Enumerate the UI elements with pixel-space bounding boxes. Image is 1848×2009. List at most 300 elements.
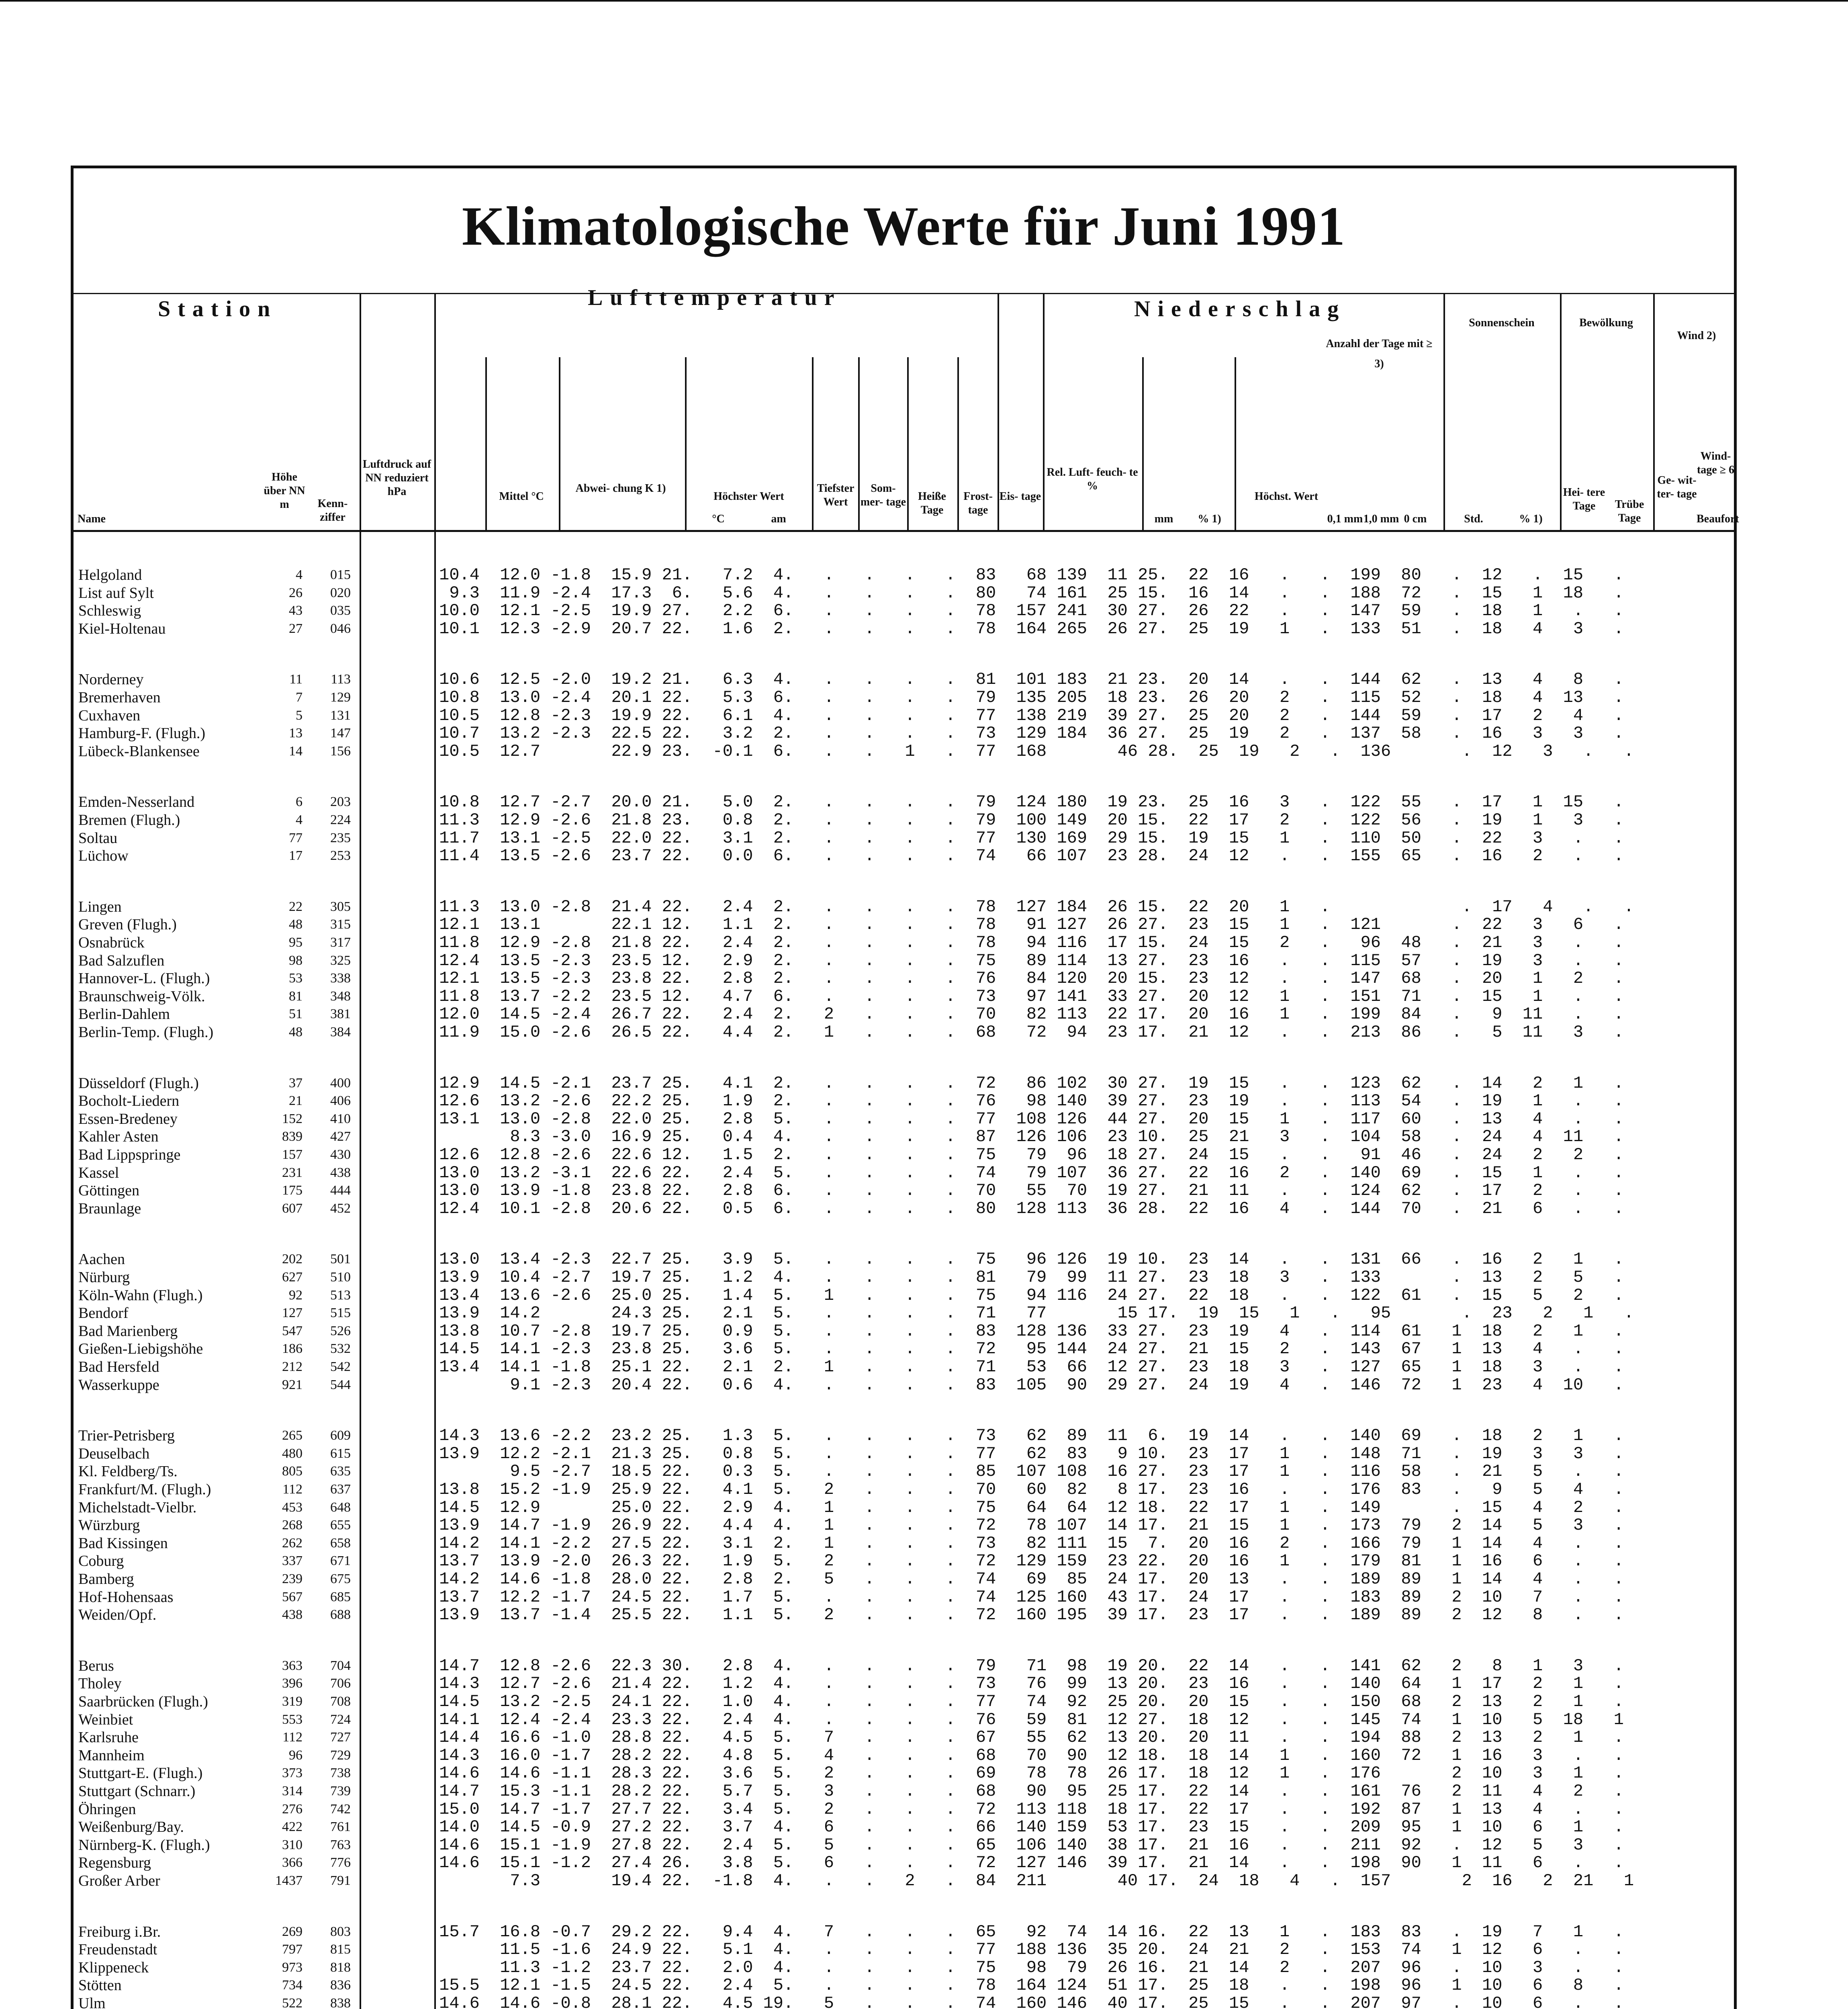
station-altitude: 17: [289, 848, 303, 863]
header-frosttage: Frost- tage: [963, 490, 993, 516]
station-code: 526: [330, 1323, 351, 1338]
station-name: List auf Sylt: [78, 584, 154, 601]
sep-niederschlag-mm: [1142, 357, 1144, 530]
station-code: 675: [330, 1571, 351, 1586]
station-code: 015: [330, 567, 351, 582]
station-values: 14.1 12.4 -2.4 23.3 22. 2.4 4. . . . . 76 59 81 12 27. 18 12 . . 145 74 1 10 5 18 1: [439, 1710, 1624, 1729]
station-altitude: 269: [282, 1924, 303, 1939]
station-name: Tholey: [78, 1675, 122, 1692]
station-altitude: 366: [282, 1855, 303, 1870]
header-hoechstwert: Höchst. Wert: [1254, 490, 1319, 503]
table-row: [74, 1836, 1734, 1854]
table-row: [74, 566, 1734, 584]
sep-sonne-end: [1560, 293, 1562, 530]
station-altitude: 797: [282, 1942, 303, 1957]
station-code: 315: [330, 917, 351, 932]
station-code: 430: [330, 1147, 351, 1162]
table-row: [74, 1481, 1734, 1498]
station-altitude: 5: [296, 708, 303, 723]
table-row: [74, 1995, 1734, 2009]
station-code: 501: [330, 1252, 351, 1267]
station-name: Wasserkuppe: [78, 1376, 159, 1393]
station-name: Lingen: [78, 898, 122, 915]
station-values: 13.9 13.7 -1.4 25.5 22. 1.1 5. 2 . . . 72 160 195 39 17. 23 17 . . 189 89 2 12 8 . .: [439, 1605, 1624, 1625]
station-values: 7.3 19.4 22. -1.8 4. . . 2 . 84 211 40 17. 24 18 4 . 157 2 16 2 21 1: [439, 1871, 1634, 1890]
station-values: 12.6 13.2 -2.6 22.2 25. 1.9 2. . . . . 76 98 140 39 27. 23 19 . . 113 54 . 19 1 . .: [439, 1091, 1624, 1111]
station-altitude: 13: [289, 726, 303, 741]
station-code: 532: [330, 1341, 351, 1356]
station-altitude: 11: [289, 672, 303, 687]
table-row: [74, 1606, 1734, 1624]
station-code: 818: [330, 1960, 351, 1975]
station-code: 156: [330, 743, 351, 759]
station-code: 708: [330, 1694, 351, 1709]
station-name: Öhringen: [78, 1800, 136, 1818]
station-name: Göttingen: [78, 1182, 139, 1199]
table-row: [74, 811, 1734, 829]
station-code: 513: [330, 1287, 351, 1303]
station-values: 15.7 16.8 -0.7 29.2 22. 9.4 4. 7 . . . 65 92 74 14 16. 22 13 1 . 183 83 . 19 7 1 .: [439, 1922, 1624, 1941]
station-values: 10.4 12.0 -1.8 15.9 21. 7.2 4. . . . . 83 68 139 11 25. 22 16 . . 199 80 . 12 . 15 .: [439, 565, 1624, 585]
station-values: 10.6 12.5 -2.0 19.2 21. 6.3 4. . . . . 81 101 183 21 23. 20 14 . . 144 62 . 13 4 8 .: [439, 670, 1624, 689]
station-code: 739: [330, 1784, 351, 1798]
station-values: 13.0 13.4 -2.3 22.7 25. 3.9 5. . . . . 75 96 126 19 10. 23 14 . . 131 66 . 16 2 1 .: [439, 1250, 1624, 1269]
table-row: [74, 1146, 1734, 1164]
table-row: [74, 1005, 1734, 1023]
station-altitude: 157: [282, 1147, 303, 1162]
table-row: [74, 1711, 1734, 1729]
station-name: Weinbiet: [78, 1711, 133, 1728]
table-row: [74, 1074, 1734, 1092]
station-code: 542: [330, 1359, 351, 1374]
station-values: 13.4 13.6 -2.6 25.0 25. 1.4 5. 1 . . . 75 94 116 24 27. 22 18 . . 122 61 . 15 5 2 .: [439, 1285, 1624, 1305]
station-name: Kiel-Holtenau: [78, 620, 166, 637]
station-name: Nürburg: [78, 1269, 130, 1286]
station-name: Deuselbach: [78, 1445, 150, 1462]
station-code: 836: [330, 1978, 351, 1993]
station-name: Saarbrücken (Flugh.): [78, 1693, 208, 1710]
table-row: [74, 1818, 1734, 1836]
table-row: [74, 1164, 1734, 1182]
station-name: Kassel: [78, 1164, 119, 1181]
header-mm: mm: [1154, 513, 1173, 525]
station-name: Köln-Wahn (Flugh.): [78, 1287, 203, 1304]
sep-mittel: [485, 357, 487, 530]
station-values: 14.5 12.9 25.0 22. 2.9 4. 1 . . . 75 64 64 12 18. 22 17 1 . 149 . 15 4 2 .: [439, 1498, 1624, 1517]
header-feuchte: Rel. Luft- feuch- te %: [1047, 466, 1138, 492]
station-name: Stuttgart (Schnarr.): [78, 1783, 196, 1800]
station-altitude: 51: [289, 1007, 303, 1022]
station-name: Bad Marienberg: [78, 1322, 178, 1340]
station-name: Hannover-L. (Flugh.): [78, 970, 210, 987]
station-values: 11.4 13.5 -2.6 23.7 22. 0.0 6. . . . . 74 66 107 23 28. 24 12 . . 155 65 . 16 2 . .: [439, 846, 1624, 866]
station-altitude: 48: [289, 1025, 303, 1039]
station-altitude: 98: [289, 953, 303, 968]
table-row: [74, 1268, 1734, 1286]
table-row: [74, 1657, 1734, 1675]
station-altitude: 48: [289, 917, 303, 932]
station-altitude: 14: [289, 743, 303, 759]
table-row: [74, 898, 1734, 916]
station-altitude: 22: [289, 899, 303, 914]
table-row: [74, 1322, 1734, 1340]
station-values: 11.8 13.7 -2.2 23.5 12. 4.7 6. . . . . 73 97 141 33 27. 20 12 1 . 151 71 . 15 1 . .: [439, 986, 1624, 1006]
table-row: [74, 970, 1734, 987]
station-code: 544: [330, 1377, 351, 1392]
station-altitude: 480: [282, 1446, 303, 1461]
station-code: 791: [330, 1873, 351, 1888]
station-name: Lüchow: [78, 847, 129, 865]
station-code: 305: [330, 899, 351, 914]
header-mittel: Mittel °C: [499, 490, 544, 503]
station-name: Freiburg i.Br.: [78, 1923, 161, 1940]
header-bewoelkung: Bewölkung: [1579, 317, 1633, 329]
station-code: 253: [330, 848, 351, 863]
table-row: [74, 1959, 1734, 1976]
header-name: Name: [78, 513, 106, 525]
station-code: 406: [330, 1093, 351, 1109]
station-code: 325: [330, 953, 351, 968]
station-code: 671: [330, 1553, 351, 1569]
header-n10: 1,0 mm: [1363, 513, 1399, 525]
station-altitude: 81: [289, 988, 303, 1004]
station-values: 11.3 -1.2 23.7 22. 2.0 4. . . . . 75 98 79 26 16. 21 14 2 . 207 96 . 10 3 . .: [439, 1958, 1624, 1977]
station-code: 410: [330, 1111, 351, 1126]
station-code: 776: [330, 1855, 351, 1870]
table-row: [74, 1923, 1734, 1941]
station-altitude: 627: [282, 1270, 303, 1285]
table-row: [74, 1304, 1734, 1322]
station-values: 14.0 14.5 -0.9 27.2 22. 3.7 4. 6 . . . 66 140 159 53 17. 23 15 . . 209 95 1 10 6 1 .: [439, 1817, 1624, 1837]
header-windtage: Wind- tage ≥ 6: [1697, 450, 1735, 476]
station-altitude: 547: [282, 1323, 303, 1338]
header-hoechster: Höchster Wert: [713, 490, 784, 503]
station-values: 10.5 12.8 -2.3 19.9 22. 6.1 4. . . . . 77 138 219 39 27. 25 20 2 . 144 59 . 17 2 4 .: [439, 706, 1624, 725]
station-name: Trier-Petrisberg: [78, 1427, 175, 1444]
table-row: [74, 1110, 1734, 1128]
header-luftdruck: Luftdruck auf NN reduziert hPa: [362, 458, 431, 498]
station-values: 11.3 12.9 -2.6 21.8 23. 0.8 2. . . . . 79 100 149 20 15. 22 17 2 . 122 56 . 19 1 3 .: [439, 810, 1624, 830]
climate-table-frame: [71, 166, 1737, 2009]
station-values: 13.0 13.2 -3.1 22.6 22. 2.4 5. . . . . 74 79 107 36 27. 22 16 2 . 140 69 . 15 1 . .: [439, 1163, 1624, 1182]
station-code: 131: [330, 708, 351, 723]
table-row: [74, 1693, 1734, 1710]
station-name: Osnabrück: [78, 934, 145, 951]
header-lufttemperatur: Lufttemperatur: [588, 285, 842, 310]
station-code: 803: [330, 1924, 351, 1939]
table-row: [74, 1128, 1734, 1146]
station-values: 14.5 13.2 -2.5 24.1 22. 1.0 4. . . . . 77 74 92 25 20. 20 15 . . 150 68 2 13 2 1 .: [439, 1692, 1624, 1711]
station-values: 12.1 13.1 22.1 12. 1.1 2. . . . . 78 91 127 26 27. 23 15 1 . 121 . 22 3 6 .: [439, 915, 1624, 935]
station-altitude: 212: [282, 1359, 303, 1374]
table-row: [74, 1516, 1734, 1534]
station-name: Greven (Flugh.): [78, 916, 177, 933]
station-values: 12.4 10.1 -2.8 20.6 22. 0.5 6. . . . . 80 128 113 36 28. 22 16 4 . 144 70 . 21 6 . .: [439, 1199, 1624, 1218]
table-row: [74, 1588, 1734, 1606]
table-row: [74, 793, 1734, 811]
station-values: 8.3 -3.0 16.9 25. 0.4 4. . . . . 87 126 106 23 10. 25 21 3 . 104 58 . 24 4 11 .: [439, 1127, 1624, 1147]
station-name: Gießen-Liebigshöhe: [78, 1340, 203, 1358]
station-altitude: 396: [282, 1676, 303, 1691]
table-row: [74, 1023, 1734, 1041]
station-code: 648: [330, 1500, 351, 1515]
station-code: 020: [330, 585, 351, 600]
station-name: Aachen: [78, 1251, 125, 1268]
station-values: 14.7 15.3 -1.1 28.2 22. 5.7 5. 3 . . . 68 90 95 25 17. 22 14 . . 161 76 2 11 4 2 .: [439, 1782, 1624, 1801]
station-values: 14.6 15.1 -1.9 27.8 22. 2.4 5. 5 . . . 65 106 140 38 17. 21 16 . . 211 92 . 12 5 3 .: [439, 1835, 1624, 1855]
station-code: 046: [330, 621, 351, 636]
table-row: [74, 602, 1734, 620]
station-values: 15.5 12.1 -1.5 24.5 22. 2.4 5. . . . . 78 164 124 51 17. 25 18 . . 198 96 1 10 6 8 .: [439, 1976, 1624, 1995]
station-altitude: 186: [282, 1341, 303, 1356]
station-code: 635: [330, 1464, 351, 1479]
table-row: [74, 1250, 1734, 1268]
station-altitude: 92: [289, 1287, 303, 1303]
page-title: Klimatologische Werte für Juni 1991: [462, 195, 1346, 257]
station-code: 655: [330, 1518, 351, 1533]
header-sonnenschein: Sonnenschein: [1469, 317, 1535, 329]
header-bottom-rule: [74, 530, 1734, 532]
station-altitude: 268: [282, 1518, 303, 1533]
station-name: Braunlage: [78, 1200, 141, 1217]
station-code: 400: [330, 1075, 351, 1090]
station-name: Lübeck-Blankensee: [78, 743, 200, 760]
station-altitude: 553: [282, 1712, 303, 1727]
station-name: Hof-Hohensaas: [78, 1588, 174, 1606]
station-code: 706: [330, 1676, 351, 1691]
station-name: Stuttgart-E. (Flugh.): [78, 1765, 203, 1782]
station-values: 13.7 12.2 -1.7 24.5 22. 1.7 5. . . . . 74 125 160 43 17. 24 17 . . 183 89 2 10 7 . .: [439, 1587, 1624, 1607]
station-values: 9.5 -2.7 18.5 22. 0.3 5. . . . . 85 107 108 16 27. 23 17 1 . 116 58 . 21 5 . .: [439, 1462, 1624, 1481]
station-name: Kahler Asten: [78, 1128, 159, 1146]
station-name: Mannheim: [78, 1747, 145, 1764]
station-name: Würzburg: [78, 1517, 140, 1534]
station-altitude: 262: [282, 1535, 303, 1551]
sep-abw: [559, 357, 560, 530]
station-altitude: 522: [282, 1996, 303, 2009]
station-values: 9.1 -2.3 20.4 22. 0.6 4. . . . . 83 105 90 29 27. 24 19 4 . 146 72 1 23 4 10 .: [439, 1375, 1624, 1395]
station-altitude: 112: [282, 1730, 303, 1745]
station-name: Hamburg-F. (Flugh.): [78, 725, 206, 742]
station-code: 724: [330, 1712, 351, 1727]
station-altitude: 95: [289, 935, 303, 950]
header-hoehe: Höhe über NN m: [264, 471, 305, 511]
header-abweichung: Abwei- chung K 1): [575, 482, 666, 495]
station-name: Michelstadt-Vielbr.: [78, 1499, 197, 1516]
station-altitude: 4: [296, 567, 303, 582]
station-values: 14.6 14.6 -1.1 28.3 22. 3.6 5. 2 . . . 69 78 78 26 17. 18 12 1 . 176 2 10 3 1 .: [439, 1764, 1624, 1783]
station-code: 688: [330, 1607, 351, 1622]
station-values: 13.9 12.2 -2.1 21.3 25. 0.8 5. . . . . 77 62 83 9 10. 23 17 1 . 148 71 . 19 3 3 .: [439, 1444, 1624, 1463]
table-row: [74, 829, 1734, 847]
table-row: [74, 671, 1734, 688]
station-altitude: 607: [282, 1201, 303, 1216]
station-values: 10.8 13.0 -2.4 20.1 22. 5.3 6. . . . . 79 135 205 18 23. 26 20 2 . 115 52 . 18 4 13 .: [439, 688, 1624, 707]
station-name: Freudenstadt: [78, 1941, 157, 1958]
station-altitude: 7: [296, 690, 303, 705]
station-values: 11.7 13.1 -2.5 22.0 22. 3.1 2. . . . . 77 130 169 29 15. 19 15 1 . 110 50 . 22 3 . .: [439, 828, 1624, 848]
sep-feuchte: [1043, 293, 1045, 530]
station-name: Weißenburg/Bay.: [78, 1819, 184, 1836]
station-name: Bocholt-Liedern: [78, 1092, 180, 1110]
header-niederschlag: Niederschlag: [1134, 297, 1346, 321]
station-values: 11.3 13.0 -2.8 21.4 22. 2.4 2. . . . . 78 127 184 26 15. 22 20 1 . . 17 4 . .: [439, 897, 1634, 917]
station-altitude: 1437: [275, 1873, 303, 1888]
header-eistage: Eis- tage: [999, 490, 1041, 503]
station-values: 14.3 16.0 -1.7 28.2 22. 4.8 5. 4 . . . 68 70 90 12 18. 18 14 1 . 160 72 1 16 3 . .: [439, 1745, 1624, 1765]
station-values: 13.8 15.2 -1.9 25.9 22. 4.1 5. 2 . . . 70 60 82 8 17. 23 16 . . 176 83 . 9 5 4 .: [439, 1480, 1624, 1499]
station-values: 13.9 14.7 -1.9 26.9 22. 4.4 4. 1 . . . 72 78 107 14 17. 21 15 1 . 173 79 2 14 5 3 .: [439, 1516, 1624, 1535]
station-code: 224: [330, 812, 351, 827]
table-row: [74, 1499, 1734, 1516]
header-top-rule: [74, 293, 1734, 294]
station-name: Bad Hersfeld: [78, 1358, 159, 1375]
station-values: 14.4 16.6 -1.0 28.8 22. 4.5 5. 7 . . . 67 55 62 13 20. 20 11 . . 194 88 2 13 2 1 .: [439, 1728, 1624, 1747]
station-name: Kl. Feldberg/Ts.: [78, 1463, 178, 1480]
station-altitude: 239: [282, 1571, 303, 1586]
station-code: 384: [330, 1025, 351, 1039]
station-code: 338: [330, 971, 351, 986]
station-name: Düsseldorf (Flugh.): [78, 1074, 199, 1092]
table-row: [74, 1872, 1734, 1890]
station-values: 14.2 14.6 -1.8 28.0 22. 2.8 2. 5 . . . 74 69 85 24 17. 20 13 . . 189 89 1 14 4 . .: [439, 1569, 1624, 1589]
table-row: [74, 689, 1734, 706]
table-row: [74, 934, 1734, 951]
station-values: 14.2 14.1 -2.2 27.5 22. 3.1 2. 1 . . . 73 82 111 15 7. 20 16 2 . 166 79 1 14 4 . .: [439, 1533, 1624, 1553]
station-values: 9.3 11.9 -2.4 17.3 6. 5.6 4. . . . . 80 74 161 25 15. 16 14 . . 188 72 . 15 1 18 .: [439, 583, 1624, 603]
station-altitude: 6: [296, 794, 303, 810]
station-altitude: 839: [282, 1129, 303, 1144]
table-row: [74, 1675, 1734, 1692]
station-altitude: 96: [289, 1747, 303, 1763]
station-altitude: 265: [282, 1428, 303, 1443]
station-code: 348: [330, 988, 351, 1004]
station-code: 609: [330, 1428, 351, 1443]
station-values: 11.5 -1.6 24.9 22. 5.1 4. . . . . 77 188 136 35 20. 24 21 2 . 153 74 1 12 6 . .: [439, 1940, 1624, 1960]
station-code: 438: [330, 1165, 351, 1180]
table-row: [74, 1747, 1734, 1764]
station-code: 658: [330, 1535, 351, 1551]
sep-niederschlag-end: [1443, 293, 1445, 530]
table-row: [74, 1376, 1734, 1394]
station-values: 14.3 12.7 -2.6 21.4 22. 1.2 4. . . . . 73 76 99 13 20. 23 16 . . 140 64 1 17 2 1 .: [439, 1674, 1624, 1694]
header-n0cm: 0 cm: [1404, 513, 1427, 525]
station-values: 13.7 13.9 -2.0 26.3 22. 1.9 5. 2 . . . 72 129 159 23 22. 20 16 1 . 179 81 1 16 6 . .: [439, 1551, 1624, 1571]
station-name: Großer Arber: [78, 1872, 160, 1889]
station-altitude: 4: [296, 812, 303, 827]
station-values: 12.4 13.5 -2.3 23.5 12. 2.9 2. . . . . 75 89 114 13 27. 23 16 . . 115 57 . 19 3 . .: [439, 951, 1624, 970]
station-name: Bremerhaven: [78, 689, 161, 706]
table-row: [74, 1976, 1734, 1994]
header-anzahl: Anzahl der Tage mit ≥: [1326, 338, 1433, 350]
station-values: 10.5 12.7 22.9 23. -0.1 6. . . 1 . 77 168 46 28. 25 19 2 . 136 . 12 3 . .: [439, 741, 1634, 761]
station-code: 427: [330, 1129, 351, 1144]
header-prozent: % 1): [1198, 513, 1221, 525]
station-values: 14.6 14.6 -0.8 28.1 22. 4.5 19. 5 . . . 74 160 146 40 17. 25 15 . . 207 97 . 10 6 . .: [439, 1994, 1624, 2009]
station-name: Berus: [78, 1657, 114, 1674]
station-altitude: 21: [289, 1093, 303, 1109]
station-altitude: 112: [282, 1482, 303, 1497]
header-std: Std.: [1464, 513, 1483, 525]
table-row: [74, 1941, 1734, 1958]
header-sommertage: Som- mer- tage: [860, 482, 906, 508]
station-name: Braunschweig-Völk.: [78, 988, 205, 1005]
table-row: [74, 1200, 1734, 1217]
table-row: [74, 1182, 1734, 1199]
station-altitude: 175: [282, 1183, 303, 1198]
station-name: Karlsruhe: [78, 1729, 139, 1746]
station-code: 515: [330, 1305, 351, 1321]
header-heitere: Hei- tere Tage: [1563, 486, 1605, 512]
station-altitude: 805: [282, 1464, 303, 1479]
station-code: 761: [330, 1819, 351, 1835]
station-code: 129: [330, 690, 351, 705]
header-hoechster-c: °C: [712, 513, 725, 525]
station-values: 13.8 10.7 -2.8 19.7 25. 0.9 5. . . . . 83 128 136 33 27. 23 19 4 . 114 61 1 18 2 1 .: [439, 1321, 1624, 1341]
station-altitude: 422: [282, 1819, 303, 1835]
station-values: 10.1 12.3 -2.9 20.7 22. 1.6 2. . . . . 78 164 265 26 27. 25 19 1 . 133 51 . 18 4 3 .: [439, 619, 1624, 638]
table-row: [74, 1782, 1734, 1800]
table-row: [74, 1340, 1734, 1358]
station-name: Bad Salzuflen: [78, 952, 165, 969]
station-name: Schleswig: [78, 602, 141, 620]
table-row: [74, 1854, 1734, 1872]
station-altitude: 26: [289, 585, 303, 600]
station-values: 15.0 14.7 -1.7 27.7 22. 3.4 5. 2 . . . 72 113 118 18 17. 22 17 . . 192 87 1 13 4 . .: [439, 1799, 1624, 1819]
station-altitude: 734: [282, 1978, 303, 1993]
table-row: [74, 1764, 1734, 1782]
station-altitude: 567: [282, 1589, 303, 1604]
header-kennziffer: Kenn- ziffer: [317, 497, 348, 524]
table-row: [74, 847, 1734, 865]
station-code: 113: [331, 672, 351, 687]
station-name: Weiden/Opf.: [78, 1606, 157, 1624]
station-altitude: 921: [282, 1377, 303, 1392]
header-gewitter: Ge- wit- ter- tage: [1657, 474, 1697, 500]
station-name: Stötten: [78, 1977, 122, 1994]
header-sonne-prozent: % 1): [1519, 513, 1543, 525]
station-code: 452: [330, 1201, 351, 1216]
table-row: [74, 1570, 1734, 1588]
station-values: 12.9 14.5 -2.1 23.7 25. 4.1 2. . . . . 72 86 102 30 27. 19 15 . . 123 62 . 14 2 1 .: [439, 1073, 1624, 1093]
station-code: 203: [330, 794, 351, 810]
station-altitude: 37: [289, 1075, 303, 1090]
table-row: [74, 620, 1734, 638]
station-name: Bremen (Flugh.): [78, 812, 180, 829]
header-wind: Wind 2): [1677, 329, 1716, 342]
station-code: 763: [330, 1837, 351, 1852]
station-altitude: 202: [282, 1252, 303, 1267]
station-altitude: 43: [289, 603, 303, 618]
station-name: Regensburg: [78, 1854, 151, 1872]
table-row: [74, 707, 1734, 724]
station-code: 685: [330, 1589, 351, 1604]
station-altitude: 276: [282, 1801, 303, 1817]
station-values: 12.1 13.5 -2.3 23.8 22. 2.8 2. . . . . 76 84 120 20 15. 23 12 . . 147 68 . 20 1 2 .: [439, 969, 1624, 988]
station-values: 14.6 15.1 -1.2 27.4 26. 3.8 5. 6 . . . 72 127 146 39 17. 21 14 . . 198 90 1 11 6 . .: [439, 1853, 1624, 1873]
table-row: [74, 1358, 1734, 1376]
station-values: 12.0 14.5 -2.4 26.7 22. 2.4 2. 2 . . . 70 82 113 22 17. 20 16 1 . 199 84 . 9 11 . .: [439, 1004, 1624, 1024]
station-code: 510: [330, 1270, 351, 1285]
table-row: [74, 1800, 1734, 1818]
station-code: 637: [330, 1482, 351, 1497]
station-name: Essen-Bredeney: [78, 1110, 178, 1127]
station-values: 11.8 12.9 -2.8 21.8 22. 2.4 2. . . . . 78 94 116 17 15. 24 15 2 . 96 48 . 21 3 . .: [439, 933, 1624, 952]
station-values: 12.6 12.8 -2.6 22.6 12. 1.5 2. . . . . 75 79 96 18 27. 24 15 . . 91 46 . 24 2 2 .: [439, 1145, 1624, 1164]
station-altitude: 53: [289, 971, 303, 986]
station-code: 838: [330, 1996, 351, 2009]
station-altitude: 438: [282, 1607, 303, 1622]
